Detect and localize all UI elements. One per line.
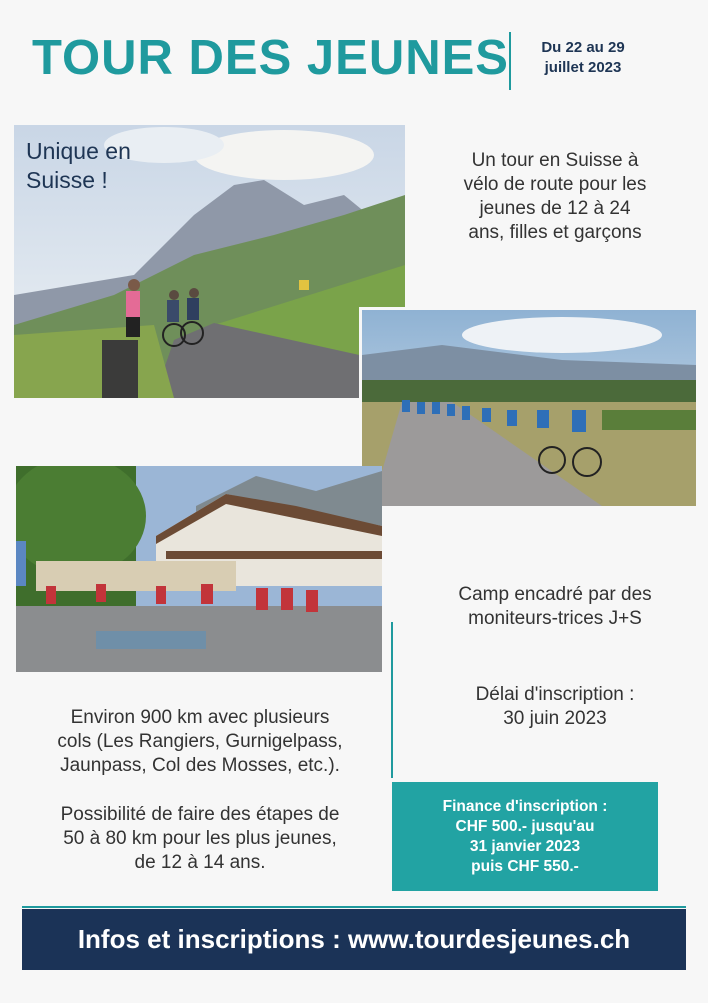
peloton-photo xyxy=(362,310,696,506)
intro-line-2: vélo de route pour les xyxy=(463,174,647,195)
page-title: TOUR DES JEUNES xyxy=(32,31,509,85)
deadline-text xyxy=(425,683,685,731)
footer-accent-line xyxy=(22,906,686,908)
stages-text xyxy=(30,803,370,875)
intro-line-4: ans, filles et garçons xyxy=(468,222,642,243)
route-line-1: Environ 900 km avec plusieurs xyxy=(70,707,330,728)
intro-line-1: Un tour en Suisse à xyxy=(471,150,639,171)
fee-line-2: CHF 500.- jusqu'au xyxy=(455,818,595,835)
stages-line-3: de 12 à 14 ans. xyxy=(134,852,266,873)
event-dates xyxy=(522,38,644,78)
footer-banner[interactable]: Infos et inscriptions : www.tourdesjeunes.ch xyxy=(22,909,686,970)
unique-line-2: Suisse ! xyxy=(26,167,108,193)
stages-line-1: Possibilité de faire des étapes de xyxy=(60,804,340,825)
route-text xyxy=(30,706,370,778)
route-line-2: cols (Les Rangiers, Gurnigelpass, xyxy=(57,731,343,752)
route-line-3: Jaunpass, Col des Mosses, etc.). xyxy=(60,755,340,776)
camp-text xyxy=(410,583,700,631)
intro-line-3: jeunes de 12 à 24 xyxy=(479,198,631,219)
header-divider xyxy=(509,32,511,90)
fee-line-3: 31 janvier 2023 xyxy=(469,838,581,855)
intro-text xyxy=(425,149,685,245)
deadline-line-2: 30 juin 2023 xyxy=(503,708,607,729)
dates-line-1: Du 22 au 29 xyxy=(541,39,625,56)
fee-line-1: Finance d'inscription : xyxy=(442,798,608,815)
stages-line-2: 50 à 80 km pour les plus jeunes, xyxy=(63,828,337,849)
chalet-photo xyxy=(16,466,382,672)
content-divider xyxy=(391,622,393,778)
fee-line-4: puis CHF 550.- xyxy=(471,858,579,875)
camp-line-2: moniteurs-trices J+S xyxy=(468,608,642,629)
registration-fee-box xyxy=(392,782,658,891)
unique-caption xyxy=(26,137,131,195)
unique-line-1: Unique en xyxy=(26,138,131,164)
deadline-line-1: Délai d'inscription : xyxy=(475,684,635,705)
dates-line-2: juillet 2023 xyxy=(544,59,622,76)
camp-line-1: Camp encadré par des xyxy=(458,584,652,605)
